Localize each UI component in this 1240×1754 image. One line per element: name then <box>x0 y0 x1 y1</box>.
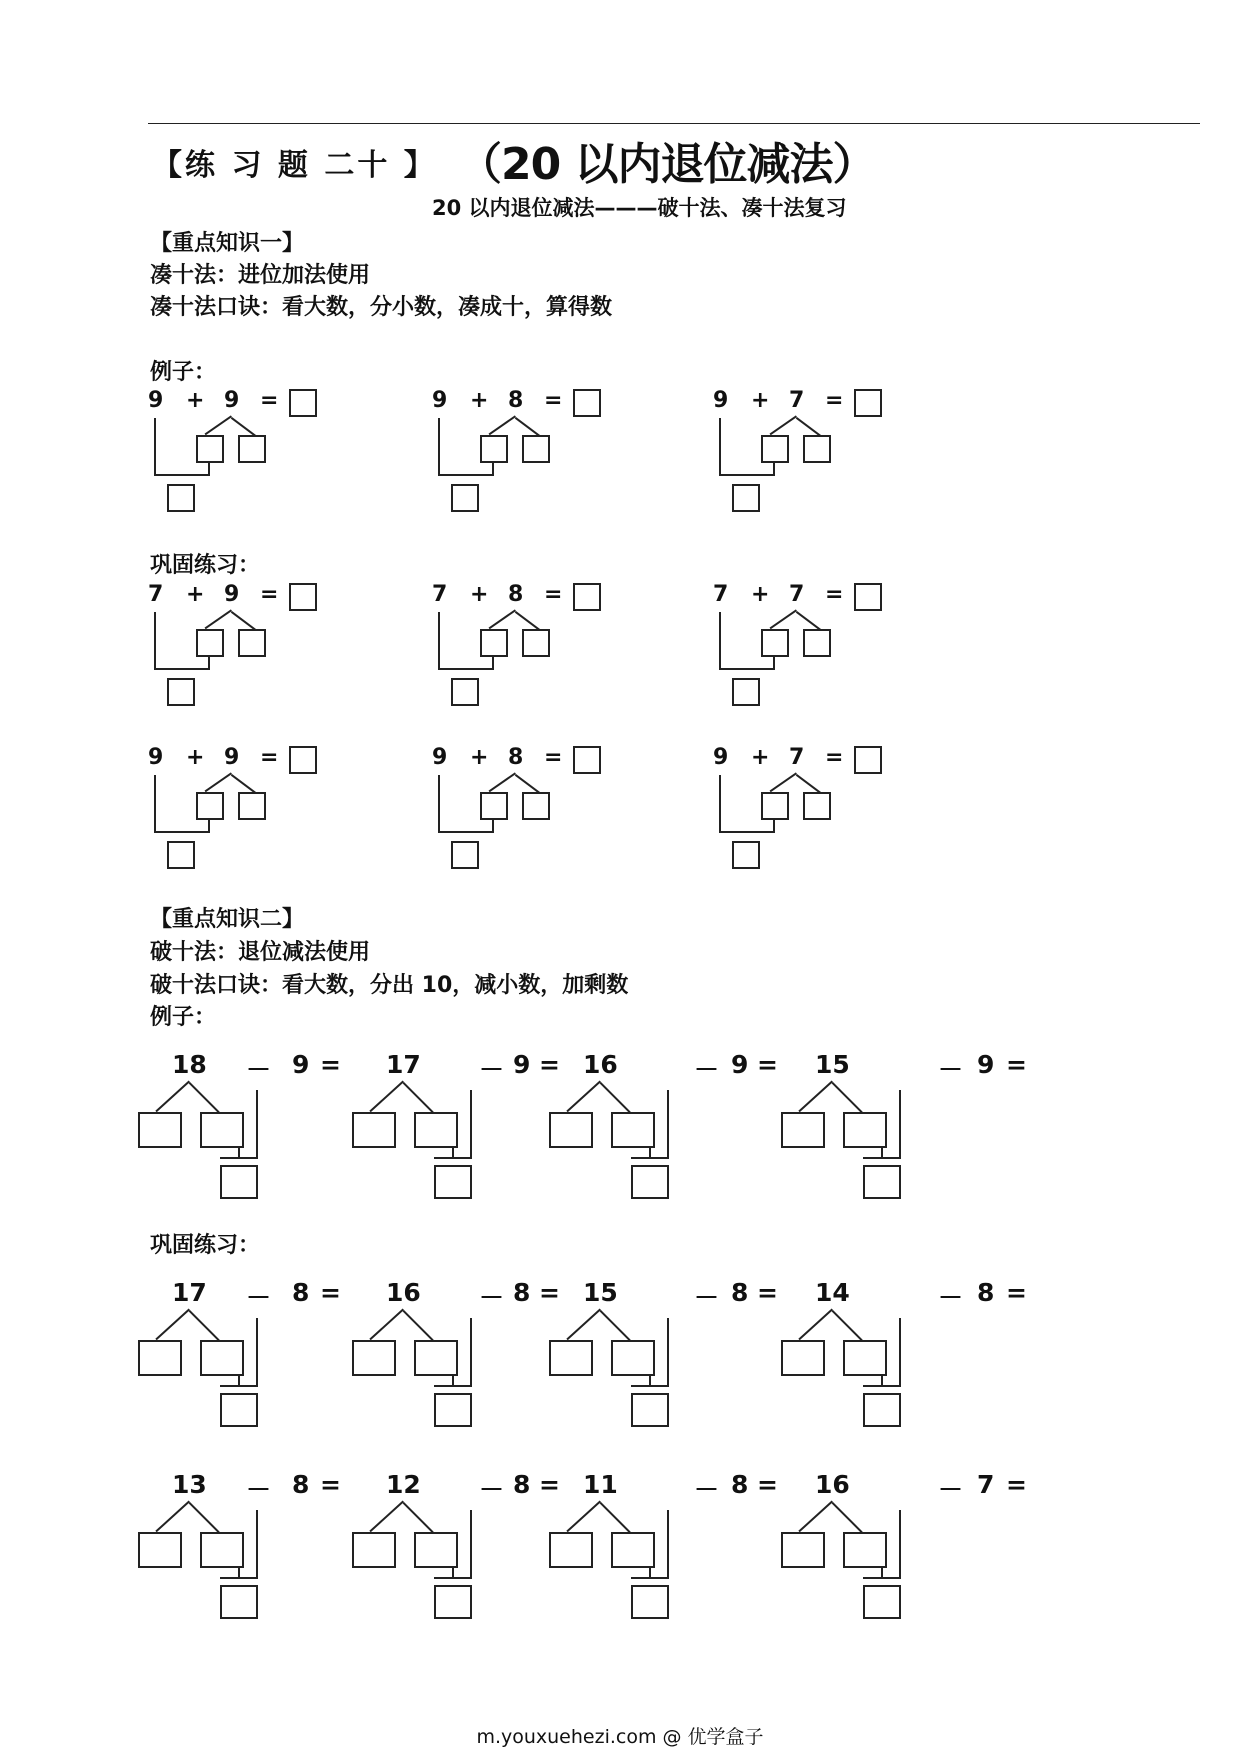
equals-sign: = <box>825 745 844 770</box>
split-line-left <box>567 1081 601 1112</box>
plus-sign: + <box>751 582 770 607</box>
split-box-left[interactable] <box>480 435 508 463</box>
split-line-left <box>567 1501 601 1532</box>
equals-sign: = <box>825 582 844 607</box>
first-addend: 9 <box>432 745 448 770</box>
split-box-ten[interactable] <box>549 1532 593 1568</box>
equals-sign: = <box>320 1278 341 1307</box>
split-box-right[interactable] <box>238 629 266 657</box>
bracket-horizontal <box>438 474 494 476</box>
split-line-left <box>489 609 516 629</box>
minus-sign: － <box>479 1475 505 1504</box>
footer-source: m.youxuehezi.com @ 优学盒子 <box>476 1726 764 1748</box>
bracket-vertical-outer <box>899 1510 901 1579</box>
bracket-horizontal <box>719 668 775 670</box>
bracket-vertical-right <box>492 820 494 833</box>
first-addend: 9 <box>713 388 729 413</box>
sum-answer-box[interactable] <box>854 583 882 611</box>
bracket-horizontal <box>154 668 210 670</box>
bracket-vertical-outer <box>899 1318 901 1387</box>
equals-sign: = <box>260 582 279 607</box>
split-line-right <box>189 1082 220 1113</box>
split-box-left[interactable] <box>480 629 508 657</box>
first-addend: 9 <box>432 388 448 413</box>
minus-sign: － <box>938 1283 964 1312</box>
bracket-horizontal <box>863 1385 901 1387</box>
bracket-vertical-left <box>438 418 440 476</box>
subtrahend: 8 <box>731 1278 749 1307</box>
sum-answer-box[interactable] <box>289 746 317 774</box>
subtrahend: 8 <box>292 1278 310 1307</box>
split-box-right[interactable] <box>803 435 831 463</box>
split-line-left <box>770 609 797 629</box>
result-answer-box[interactable] <box>863 1393 901 1427</box>
ten-answer-box[interactable] <box>451 678 479 706</box>
split-line-left <box>799 1081 833 1112</box>
minuend: 17 <box>172 1278 207 1307</box>
section1-rule: 凑十法：进位加法使用 <box>150 263 371 288</box>
split-line-left <box>156 1081 190 1112</box>
second-addend: 8 <box>508 745 524 770</box>
section2-rhyme: 破十法口诀：看大数，分出 10，减小数，加剩数 <box>150 973 629 998</box>
bracket-vertical-right <box>773 657 775 670</box>
bracket-vertical-outer <box>667 1090 669 1159</box>
bracket-vertical-left <box>154 612 156 670</box>
minus-sign: － <box>938 1055 964 1084</box>
split-box-ten[interactable] <box>138 1532 182 1568</box>
split-line-right <box>600 1310 631 1341</box>
result-answer-box[interactable] <box>220 1585 258 1619</box>
first-addend: 7 <box>713 582 729 607</box>
split-box-ones[interactable] <box>611 1340 655 1376</box>
second-addend: 9 <box>224 388 240 413</box>
plus-sign: + <box>470 388 489 413</box>
split-box-right[interactable] <box>522 629 550 657</box>
split-line-left <box>205 772 232 792</box>
equals-sign: = <box>260 388 279 413</box>
split-box-ones[interactable] <box>414 1532 458 1568</box>
minus-sign: － <box>246 1055 272 1084</box>
bracket-vertical-outer <box>256 1090 258 1159</box>
equals-sign: = <box>757 1050 778 1079</box>
split-line-left <box>770 772 797 792</box>
ten-answer-box[interactable] <box>732 678 760 706</box>
bracket-horizontal <box>631 1157 669 1159</box>
split-line-right <box>832 1310 863 1341</box>
bracket-vertical-right <box>773 820 775 833</box>
equals-sign: = <box>1006 1470 1027 1499</box>
sum-answer-box[interactable] <box>854 746 882 774</box>
page-title: （20 以内退位减法） <box>458 139 876 190</box>
split-box-left[interactable] <box>196 435 224 463</box>
second-addend: 8 <box>508 388 524 413</box>
split-box-ten[interactable] <box>352 1532 396 1568</box>
subtrahend: 9 <box>731 1050 749 1079</box>
bracket-vertical-left <box>154 775 156 833</box>
split-line-right <box>231 774 256 794</box>
bracket-horizontal <box>438 831 494 833</box>
result-answer-box[interactable] <box>631 1585 669 1619</box>
equals-sign: = <box>544 388 563 413</box>
minuend: 17 <box>386 1050 421 1079</box>
ten-answer-box[interactable] <box>732 841 760 869</box>
bracket-vertical-right <box>208 463 210 476</box>
bracket-vertical-left <box>719 418 721 476</box>
bracket-horizontal <box>719 474 775 476</box>
bracket-horizontal <box>434 1385 472 1387</box>
section2-rule: 破十法：退位减法使用 <box>150 940 371 965</box>
bracket-horizontal <box>220 1385 258 1387</box>
split-box-ten[interactable] <box>549 1340 593 1376</box>
split-line-right <box>515 774 540 794</box>
minuend: 16 <box>815 1470 850 1499</box>
split-line-right <box>832 1082 863 1113</box>
second-addend: 7 <box>789 388 805 413</box>
equals-sign: = <box>544 745 563 770</box>
second-addend: 9 <box>224 745 240 770</box>
section2-practice-label: 巩固练习： <box>150 1233 261 1258</box>
equals-sign: = <box>825 388 844 413</box>
split-line-left <box>799 1501 833 1532</box>
minuend: 15 <box>815 1050 850 1079</box>
second-addend: 7 <box>789 745 805 770</box>
split-box-ten[interactable] <box>781 1112 825 1148</box>
minuend: 15 <box>583 1278 618 1307</box>
bracket-vertical-left <box>719 775 721 833</box>
second-addend: 7 <box>789 582 805 607</box>
bracket-vertical-left <box>438 775 440 833</box>
first-addend: 9 <box>148 745 164 770</box>
subtrahend: 9 <box>977 1050 995 1079</box>
first-addend: 7 <box>432 582 448 607</box>
split-line-right <box>515 417 540 437</box>
split-line-right <box>189 1502 220 1533</box>
split-line-right <box>600 1082 631 1113</box>
section1-heading: 【重点知识一】 <box>150 231 305 256</box>
first-addend: 7 <box>148 582 164 607</box>
result-answer-box[interactable] <box>631 1393 669 1427</box>
plus-sign: + <box>186 582 205 607</box>
ten-answer-box[interactable] <box>732 484 760 512</box>
equals-sign: = <box>260 745 279 770</box>
plus-sign: + <box>470 582 489 607</box>
bracket-vertical-right <box>492 463 494 476</box>
split-box-right[interactable] <box>803 792 831 820</box>
split-line-right <box>231 417 256 437</box>
subtrahend: 9 <box>292 1050 310 1079</box>
bracket-horizontal <box>863 1577 901 1579</box>
subtrahend: 8 <box>513 1470 531 1499</box>
split-line-left <box>205 415 232 435</box>
bracket-vertical-right <box>773 463 775 476</box>
bracket-vertical-outer <box>470 1510 472 1579</box>
minus-sign: － <box>246 1475 272 1504</box>
split-line-left <box>370 1501 404 1532</box>
split-line-right <box>403 1082 434 1113</box>
bracket-horizontal <box>154 474 210 476</box>
bracket-horizontal <box>438 668 494 670</box>
bracket-vertical-left <box>438 612 440 670</box>
split-box-left[interactable] <box>761 629 789 657</box>
bracket-vertical-outer <box>667 1318 669 1387</box>
equals-sign: = <box>539 1278 560 1307</box>
split-box-right[interactable] <box>238 435 266 463</box>
equals-sign: = <box>320 1050 341 1079</box>
minus-sign: － <box>479 1055 505 1084</box>
split-box-ten[interactable] <box>138 1112 182 1148</box>
split-line-right <box>832 1502 863 1533</box>
split-line-left <box>567 1309 601 1340</box>
split-box-ten[interactable] <box>781 1340 825 1376</box>
ten-answer-box[interactable] <box>451 484 479 512</box>
plus-sign: + <box>186 388 205 413</box>
subtrahend: 8 <box>731 1470 749 1499</box>
minuend: 12 <box>386 1470 421 1499</box>
equals-sign: = <box>539 1470 560 1499</box>
equals-sign: = <box>539 1050 560 1079</box>
bracket-vertical-outer <box>256 1318 258 1387</box>
split-line-left <box>370 1081 404 1112</box>
ten-answer-box[interactable] <box>167 678 195 706</box>
split-box-ten[interactable] <box>352 1112 396 1148</box>
bracket-vertical-right <box>208 657 210 670</box>
sum-answer-box[interactable] <box>854 389 882 417</box>
split-box-ones[interactable] <box>843 1532 887 1568</box>
sum-answer-box[interactable] <box>289 583 317 611</box>
result-answer-box[interactable] <box>631 1165 669 1199</box>
split-line-left <box>489 772 516 792</box>
subtrahend: 7 <box>977 1470 995 1499</box>
sum-answer-box[interactable] <box>573 583 601 611</box>
bracket-horizontal <box>631 1385 669 1387</box>
split-box-right[interactable] <box>238 792 266 820</box>
split-box-ones[interactable] <box>200 1532 244 1568</box>
split-line-left <box>156 1501 190 1532</box>
equals-sign: = <box>1006 1050 1027 1079</box>
section2-example-label: 例子： <box>150 1005 217 1030</box>
minuend: 11 <box>583 1470 618 1499</box>
split-box-left[interactable] <box>480 792 508 820</box>
subtrahend: 8 <box>292 1470 310 1499</box>
minus-sign: － <box>694 1283 720 1312</box>
subtrahend: 8 <box>513 1278 531 1307</box>
split-line-left <box>370 1309 404 1340</box>
result-answer-box[interactable] <box>863 1585 901 1619</box>
section1-practice-label: 巩固练习： <box>150 553 261 578</box>
sum-answer-box[interactable] <box>573 389 601 417</box>
minuend: 13 <box>172 1470 207 1499</box>
split-line-right <box>796 611 821 631</box>
minus-sign: － <box>694 1475 720 1504</box>
split-line-right <box>189 1310 220 1341</box>
split-box-ones[interactable] <box>843 1112 887 1148</box>
page-subtitle: 20 以内退位减法———破十法、凑十法复习 <box>432 196 847 220</box>
bracket-horizontal <box>434 1577 472 1579</box>
plus-sign: + <box>470 745 489 770</box>
split-box-ones[interactable] <box>200 1112 244 1148</box>
ten-answer-box[interactable] <box>167 841 195 869</box>
sum-answer-box[interactable] <box>573 746 601 774</box>
split-line-left <box>770 415 797 435</box>
bracket-vertical-right <box>208 820 210 833</box>
split-box-ten[interactable] <box>138 1340 182 1376</box>
bracket-vertical-outer <box>667 1510 669 1579</box>
split-line-right <box>515 611 540 631</box>
plus-sign: + <box>186 745 205 770</box>
equals-sign: = <box>544 582 563 607</box>
result-answer-box[interactable] <box>220 1165 258 1199</box>
split-box-ones[interactable] <box>611 1112 655 1148</box>
split-box-ten[interactable] <box>549 1112 593 1148</box>
sum-answer-box[interactable] <box>289 389 317 417</box>
minus-sign: － <box>246 1283 272 1312</box>
split-box-right[interactable] <box>522 792 550 820</box>
bracket-vertical-outer <box>470 1318 472 1387</box>
split-line-right <box>600 1502 631 1533</box>
plus-sign: + <box>751 745 770 770</box>
bracket-vertical-left <box>719 612 721 670</box>
subtrahend: 8 <box>977 1278 995 1307</box>
split-box-ten[interactable] <box>352 1340 396 1376</box>
subtrahend: 9 <box>513 1050 531 1079</box>
split-box-left[interactable] <box>196 629 224 657</box>
bracket-horizontal <box>863 1157 901 1159</box>
split-box-right[interactable] <box>522 435 550 463</box>
split-box-left[interactable] <box>761 792 789 820</box>
result-answer-box[interactable] <box>863 1165 901 1199</box>
bracket-vertical-outer <box>470 1090 472 1159</box>
split-line-right <box>796 774 821 794</box>
plus-sign: + <box>751 388 770 413</box>
split-box-right[interactable] <box>803 629 831 657</box>
minuend: 18 <box>172 1050 207 1079</box>
first-addend: 9 <box>713 745 729 770</box>
bracket-horizontal <box>631 1577 669 1579</box>
minus-sign: － <box>479 1283 505 1312</box>
bracket-vertical-outer <box>899 1090 901 1159</box>
split-box-left[interactable] <box>761 435 789 463</box>
split-box-ten[interactable] <box>781 1532 825 1568</box>
section1-rhyme: 凑十法口诀：看大数，分小数，凑成十，算得数 <box>150 295 613 320</box>
bracket-vertical-outer <box>256 1510 258 1579</box>
equals-sign: = <box>757 1470 778 1499</box>
minus-sign: － <box>938 1475 964 1504</box>
split-line-left <box>489 415 516 435</box>
bracket-horizontal <box>220 1577 258 1579</box>
top-rule <box>148 123 1200 124</box>
ten-answer-box[interactable] <box>451 841 479 869</box>
bracket-horizontal <box>719 831 775 833</box>
result-answer-box[interactable] <box>434 1165 472 1199</box>
equals-sign: = <box>320 1470 341 1499</box>
split-box-left[interactable] <box>196 792 224 820</box>
minus-sign: － <box>694 1055 720 1084</box>
bracket-horizontal <box>154 831 210 833</box>
second-addend: 9 <box>224 582 240 607</box>
section2-heading: 【重点知识二】 <box>150 907 305 932</box>
split-box-ones[interactable] <box>414 1112 458 1148</box>
result-answer-box[interactable] <box>434 1585 472 1619</box>
result-answer-box[interactable] <box>220 1393 258 1427</box>
first-addend: 9 <box>148 388 164 413</box>
minuend: 14 <box>815 1278 850 1307</box>
bracket-horizontal <box>220 1157 258 1159</box>
equals-sign: = <box>757 1278 778 1307</box>
equals-sign: = <box>1006 1278 1027 1307</box>
split-line-right <box>231 611 256 631</box>
split-box-ones[interactable] <box>843 1340 887 1376</box>
bracket-vertical-right <box>492 657 494 670</box>
minuend: 16 <box>583 1050 618 1079</box>
split-box-ones[interactable] <box>414 1340 458 1376</box>
split-line-right <box>796 417 821 437</box>
split-line-right <box>403 1502 434 1533</box>
result-answer-box[interactable] <box>434 1393 472 1427</box>
split-line-left <box>205 609 232 629</box>
split-line-right <box>403 1310 434 1341</box>
split-line-left <box>799 1309 833 1340</box>
section1-example-label: 例子： <box>150 360 217 385</box>
ten-answer-box[interactable] <box>167 484 195 512</box>
split-box-ones[interactable] <box>200 1340 244 1376</box>
split-box-ones[interactable] <box>611 1532 655 1568</box>
bracket-horizontal <box>434 1157 472 1159</box>
split-line-left <box>156 1309 190 1340</box>
second-addend: 8 <box>508 582 524 607</box>
minuend: 16 <box>386 1278 421 1307</box>
worksheet-number: 【练 习 题 二十 】 <box>152 148 437 183</box>
bracket-vertical-left <box>154 418 156 476</box>
